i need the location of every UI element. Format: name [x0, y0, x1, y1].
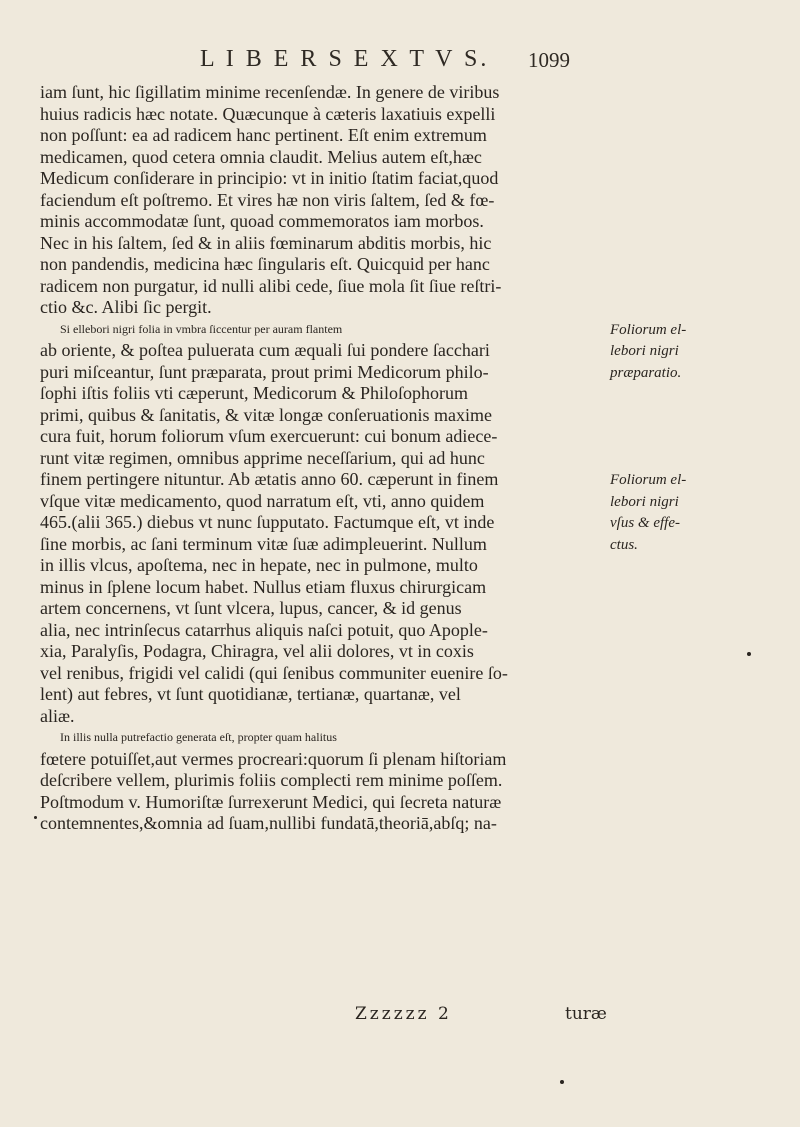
marginal-note: Foliorum el- [610, 321, 687, 338]
text-line: alia, nec intrinſecus catarrhus aliquis naſci potuit, quo Apople- [40, 619, 488, 640]
text-line: Nec in his ſaltem, ſed & in aliis fœminarum abditis morbis, hic [40, 232, 492, 253]
text-line: ctio &c. Alibi ſic pergit. [40, 297, 212, 317]
text-line: radicem non purgatur, id nulli alibi cede, ſiue mola ſit ſiue reſtri- [40, 275, 502, 296]
text-line: finem pertingere nituntur. Ab ætatis anno 60. cæperunt in finem [40, 469, 499, 489]
text-line: ſine morbis, ac ſani terminum vitæ ſuæ adimpleuerint. Nullum [40, 533, 487, 554]
marginal-note: Foliorum el- [610, 472, 687, 488]
marginal-note: ctus. [610, 536, 638, 553]
text-line: fœtere potuiſſet,aut vermes procreari:quorum ſi plenam hiſtoriam [40, 748, 507, 769]
marginal-note: præparatio. [610, 364, 682, 381]
running-head: L I B E R S E X T V S. [200, 46, 490, 72]
text-line: primi, quibus & ſanitatis, & vitæ longæ conſeruationis maxime [40, 404, 492, 425]
marginal-note: lebori nigri [610, 493, 679, 510]
text-line: vel renibus, frigidi vel calidi (qui ſenibus communiter euenire ſo- [40, 662, 508, 683]
text-line: non pandendis, medicina hæc ſingularis eſt. Quicquid per hanc [40, 254, 490, 274]
text-line: aliæ. [40, 705, 75, 726]
text-line: artem concernens, vt ſunt vlcera, lupus, cancer, & id genus [40, 598, 462, 618]
marginal-note: vſus & effe- [610, 515, 680, 531]
catchword: turæ [565, 1004, 607, 1024]
main-text [40, 82, 605, 835]
text-line: lent) aut febres, vt ſunt quotidianæ, tertianæ, quartanæ, vel [40, 684, 461, 704]
text-line: huius radicis hæc notate. Quæcunque à cæteris laxatiuis expelli [40, 103, 496, 124]
text-line: Medicum conſiderare in principio: vt in initio ſtatim faciat,quod [40, 168, 499, 188]
text-line: ſophi iſtis foliis vti cæperunt, Medicorum & Philoſophorum [40, 383, 468, 403]
text-line: xia, Paralyſis, Podagra, Chiragra, vel alii dolores, vt in coxis [40, 641, 474, 661]
text-line: In illis nulla putrefactio generata eſt, propter quam halitus [60, 730, 337, 744]
ink-spot [747, 652, 751, 656]
text-line: cura fuit, horum foliorum vſum exercuerunt: cui bonum adiece- [40, 426, 498, 446]
text-line: minus in ſplene locum habet. Nullus etiam fluxus chirurgicam [40, 576, 487, 597]
marginal-note: lebori nigri [610, 343, 679, 359]
page-header [0, 40, 800, 76]
text-line: puri miſceantur, ſunt præparata, prout primi Medicorum philo- [40, 361, 489, 382]
text-line: Poſtmodum v. Humoriſtæ ſurrexerunt Medici, qui ſecreta naturæ [40, 791, 502, 812]
text-line: contemnentes,&omnia ad ſuam,nullibi fundatā,theoriā,abſq; na- [40, 813, 497, 833]
text-line: vſque vitæ medicamento, quod narratum eſt, vti, anno quidem [40, 490, 485, 511]
text-line: medicamen, quod cetera omnia claudit. Melius autem eſt,hæc [40, 146, 482, 167]
page-number: 1099 [528, 48, 570, 72]
signature-mark: Zzzzzz 2 [355, 1004, 452, 1024]
ink-spot [34, 816, 37, 819]
text-line: minis accommodatæ ſunt, quoad commemoratos iam morbos. [40, 211, 484, 231]
text-line: 465.(alii 365.) diebus vt nunc ſupputato. Factumque eſt, vt inde [40, 512, 495, 532]
text-line: non poſſunt: ea ad radicem hanc pertinent. Eſt enim extremum [40, 125, 487, 145]
text-line: iam ſunt, hic ſigillatim minime recenſendæ. In genere de viribus [40, 82, 500, 102]
text-line: runt vitæ regimen, omnibus apprime neceſſarium, qui ad hunc [40, 447, 485, 468]
text-line: ab oriente, & poſtea puluerata cum æquali ſui pondere ſacchari [40, 340, 490, 360]
text-line: faciendum eſt poſtremo. Et vires hæ non viris ſaltem, ſed & fœ- [40, 189, 495, 210]
ink-spot [560, 1080, 564, 1084]
text-line: deſcribere vellem, plurimis foliis complecti rem minime poſſem. [40, 770, 503, 790]
text-line: in illis vlcus, apoſtema, nec in hepate, nec in pulmone, multo [40, 555, 478, 575]
text-line: Si ellebori nigri folia in vmbra ſiccentur per auram flantem [60, 321, 343, 336]
